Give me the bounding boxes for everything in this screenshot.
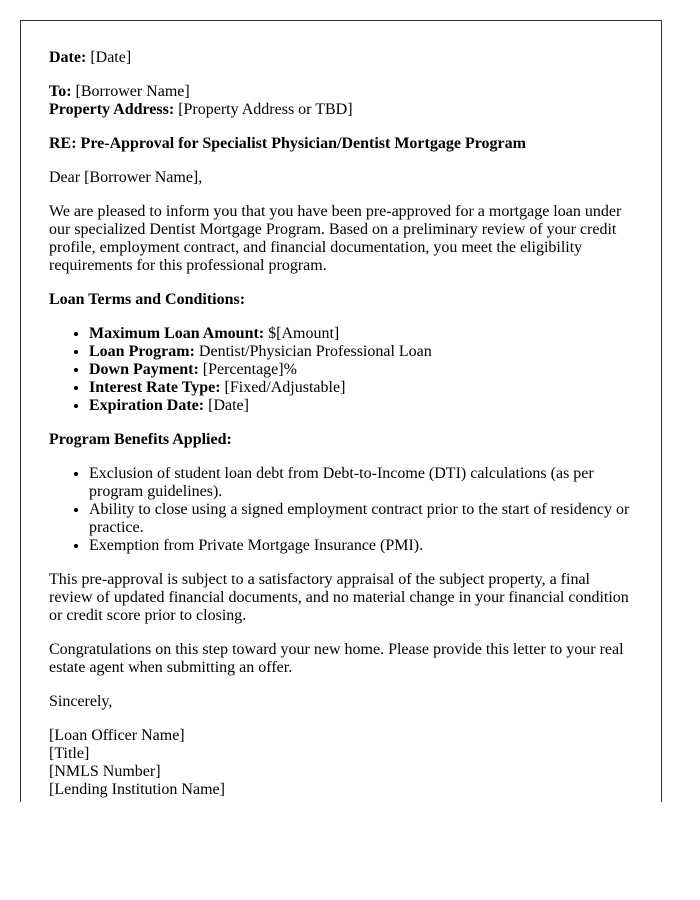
- nmls-number: [NMLS Number]: [49, 763, 161, 780]
- subject-line: RE: Pre-Approval for Specialist Physician/Dentist Mortgage Program: [49, 135, 526, 152]
- recipient-block: [49, 83, 633, 119]
- benefit-item: • Exemption from Private Mortgage Insurance (PMI).: [89, 537, 633, 555]
- benefit-item: • Ability to close using a signed employment contract prior to the start of residency or practice.: [89, 501, 633, 537]
- loan-term-value: [Percentage]%: [202, 361, 297, 378]
- officer-title: [Title]: [49, 745, 90, 762]
- loan-term-label: Loan Program:: [89, 343, 195, 360]
- date-value: [Date]: [90, 49, 132, 66]
- pre-approval-letter: [20, 20, 662, 802]
- property-address-value: [Property Address or TBD]: [178, 101, 353, 118]
- loan-term-item: [89, 361, 633, 379]
- signature-block: [49, 727, 633, 799]
- lending-institution: [Lending Institution Name]: [49, 781, 225, 798]
- loan-terms-heading: Loan Terms and Conditions:: [49, 291, 246, 308]
- loan-term-label: Interest Rate Type:: [89, 379, 221, 396]
- date-label: Date:: [49, 49, 87, 66]
- conditions-paragraph: This pre-approval is subject to a satisfactory appraisal of the subject property, a final review of updated financial documents, and no material change in your financial condition or credit score prior to closing.: [49, 571, 629, 624]
- closing-paragraph: Congratulations on this step toward your new home. Please provide this letter to your real estate agent when submitting an offer.: [49, 641, 624, 676]
- loan-term-item: [89, 379, 633, 397]
- intro-paragraph: We are pleased to inform you that you have been pre-approved for a mortgage loan under our specialized Dentist Mortgage Program. Based on a preliminary review of your credit profile, employment contract, and financial documentation, you meet the eligibility requirements for this professional program.: [49, 203, 622, 274]
- benefits-list: [49, 465, 633, 555]
- letter-viewport: [20, 20, 662, 802]
- loan-term-label: Maximum Loan Amount:: [89, 325, 265, 342]
- loan-term-value: [Date]: [208, 397, 249, 414]
- loan-terms-list: [49, 325, 633, 415]
- loan-term-item: [89, 397, 633, 415]
- salutation: Dear [Borrower Name],: [49, 169, 203, 186]
- loan-term-label: Down Payment:: [89, 361, 199, 378]
- signoff: Sincerely,: [49, 693, 113, 710]
- benefits-heading: Program Benefits Applied:: [49, 431, 232, 448]
- loan-officer-name: [Loan Officer Name]: [49, 727, 185, 744]
- benefit-item: • Exclusion of student loan debt from Debt-to-Income (DTI) calculations (as per program guidelines).: [89, 465, 633, 501]
- loan-term-value: $[Amount]: [268, 325, 340, 342]
- date-line: [49, 49, 633, 67]
- property-address-label: Property Address:: [49, 101, 175, 118]
- loan-term-value: Dentist/Physician Professional Loan: [198, 343, 432, 360]
- loan-term-value: [Fixed/Adjustable]: [224, 379, 346, 396]
- loan-term-label: Expiration Date:: [89, 397, 205, 414]
- to-value: [Borrower Name]: [75, 83, 190, 100]
- to-label: To:: [49, 83, 72, 100]
- loan-term-item: [89, 343, 633, 361]
- loan-term-item: [89, 325, 633, 343]
